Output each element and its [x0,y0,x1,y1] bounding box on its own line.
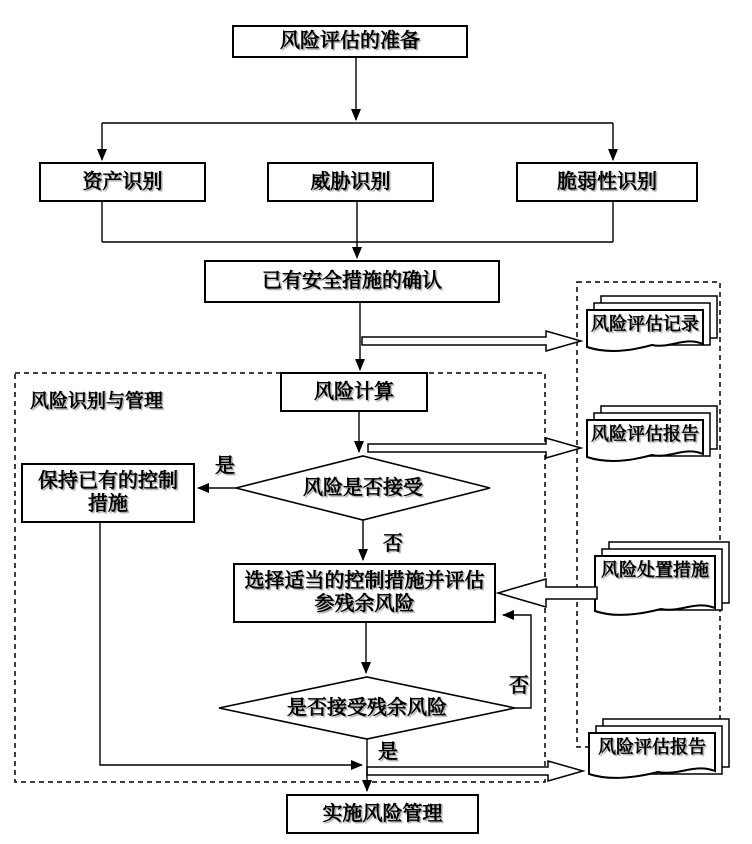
document-record-label: 风险评估记录 [591,313,699,334]
decision-residual-label: 是否接受残余风险 [287,696,447,719]
decision-risk-label: 风险是否接受 [303,476,423,499]
node-confirm-box [205,261,499,302]
decision-risk-diamond [236,456,490,520]
node-vuln-label: 脆弱性识别 [557,170,657,193]
decision-residual-diamond [219,677,515,739]
node-asset-label: 资产识别 [82,170,163,193]
output-arrow-report-bottom [367,761,583,781]
edge-label-yes-bottom: 是 [378,740,398,763]
node-prep-label: 风险评估的准备 [280,30,420,52]
node-keep-label: 保持已有的控制 措施 [38,470,178,515]
document-record-shape [587,296,717,351]
input-arrow-treatment [498,579,597,607]
output-arrow-record [362,331,581,351]
node-calc-label: 风险计算 [314,380,394,403]
node-implement-box [287,795,478,833]
region-box-outputs [577,282,720,747]
node-asset-box [40,163,205,201]
document-treatment-page1 [595,556,715,615]
node-select-label: 选择适当的控制措施并评估 参残余风险 [244,570,485,615]
edge-label-no-bottom: 否 [509,674,529,697]
document-report-top-shape [587,406,717,461]
node-threat-box [268,163,433,201]
node-implement-label: 实施风险管理 [322,802,443,825]
document-report-bottom-label: 风险评估报告 [598,736,706,757]
document-report-bottom-shape [589,719,729,778]
node-select-box [234,564,495,622]
document-report-top-label: 风险评估报告 [591,423,699,444]
node-prep-box [233,26,467,57]
document-treatment-shape [595,542,729,615]
connector-decision2-no-loop [503,615,531,708]
output-arrow-report-top [368,438,581,458]
region-risk-management-label: 风险识别与管理 [30,391,164,413]
node-vuln-box [517,163,697,201]
node-calc-box [281,373,427,411]
node-threat-label: 威胁识别 [310,170,391,193]
edge-label-yes-top: 是 [215,454,235,477]
node-confirm-label: 已有安全措施的确认 [262,270,442,292]
document-treatment-label: 风险处置措施 [601,559,709,580]
node-keep-box [22,464,194,522]
edge-label-no-top: 否 [383,532,403,555]
